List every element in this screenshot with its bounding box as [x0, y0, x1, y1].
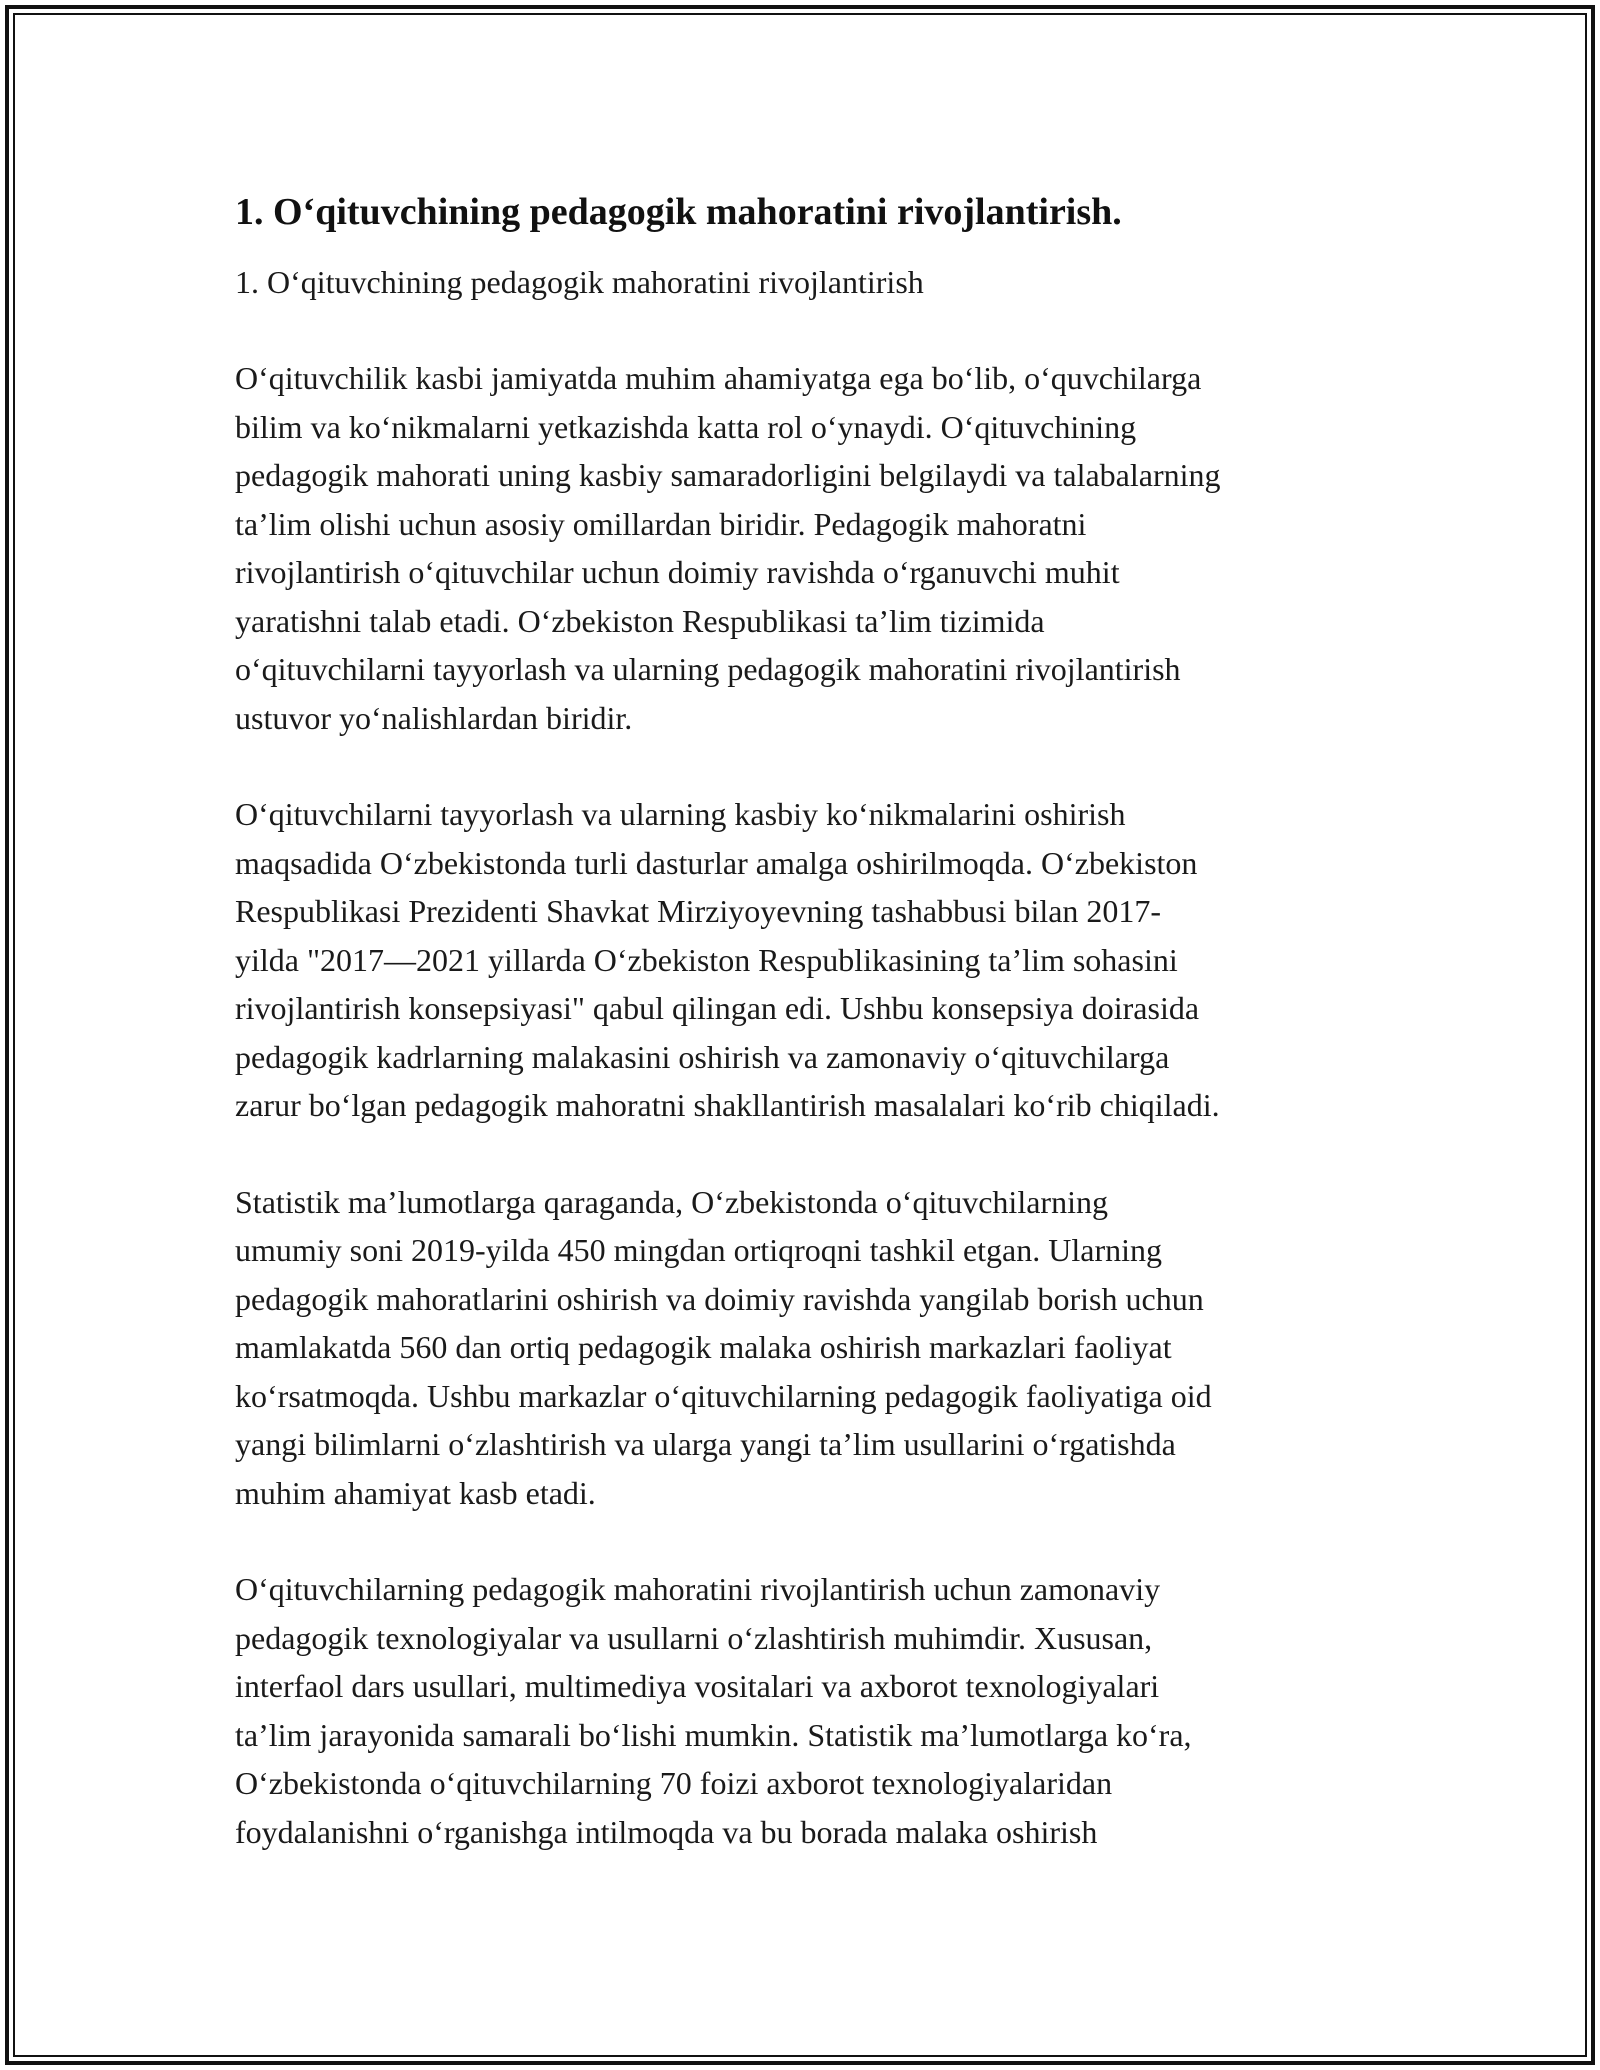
paragraph-line: foydalanishni o‘rganishga intilmoqda va bu borada malaka oshirish	[235, 1813, 1098, 1850]
paragraph-list	[235, 354, 1375, 1856]
paragraph-line: O‘qituvchilarni tayyorlash va ularning kasbiy ko‘nikmalarini oshirish	[235, 796, 1126, 832]
paragraph-line: yilda "2017—2021 yillarda O‘zbekiston Respublikasining ta’lim sohasini	[235, 941, 1178, 978]
paragraph-line: O‘qituvchilarning pedagogik mahoratini rivojlantirish uchun zamonaviy	[235, 1571, 1161, 1607]
paragraph-line: ta’lim jarayonida samarali bo‘lishi mumkin. Statistik ma’lumotlarga ko‘ra,	[235, 1716, 1192, 1753]
paragraph-line: muhim ahamiyat kasb etadi.	[235, 1474, 596, 1511]
paragraph-line: O‘qituvchilik kasbi jamiyatda muhim ahamiyatga ega bo‘lib, o‘quvchilarga	[235, 360, 1202, 396]
paragraph-line: mamlakatda 560 dan ortiq pedagogik malaka oshirish markazlari faoliyat	[235, 1329, 1172, 1365]
paragraph	[235, 354, 1375, 742]
paragraph-line: rivojlantirish konsepsiyasi" qabul qilingan edi. Ushbu konsepsiya doirasida	[235, 990, 1200, 1026]
paragraph-line: ko‘rsatmoqda. Ushbu markazlar o‘qituvchilarning pedagogik faoliyatiga oid	[235, 1377, 1212, 1414]
paragraph-line: yangi bilimlarni o‘zlashtirish va ularga yangi ta’lim usullarini o‘rgatishda	[235, 1426, 1176, 1462]
paragraph-line: maqsadida O‘zbekistonda turli dasturlar amalga oshirilmoqda. O‘zbekiston	[235, 844, 1198, 881]
paragraph-line: Statistik ma’lumotlarga qaraganda, O‘zbekistonda o‘qituvchilarning	[235, 1183, 1108, 1220]
document-title: 1. O‘qituvchining pedagogik mahoratini rivojlantirish.	[235, 191, 1122, 233]
paragraph-line: o‘qituvchilarni tayyorlash va ularning pedagogik mahoratini rivojlantirish	[235, 651, 1181, 687]
paragraph-line: pedagogik mahoratlarini oshirish va doimiy ravishda yangilab borish uchun	[235, 1280, 1204, 1317]
paragraph-line: pedagogik mahorati uning kasbiy samaradorligini belgilaydi va talabalarning	[235, 457, 1221, 493]
section-heading: 1. O‘qituvchining pedagogik mahoratini rivojlantirish	[235, 264, 924, 300]
paragraph	[235, 790, 1375, 1130]
paragraph-line: rivojlantirish o‘qituvchilar uchun doimiy ravishda o‘rganuvchi muhit	[235, 554, 1120, 590]
paragraph-line: zarur bo‘lgan pedagogik mahoratni shakllantirish masalalari ko‘rib chiqiladi.	[235, 1087, 1220, 1123]
paragraph-line: yaratishni talab etadi. O‘zbekiston Respublikasi ta’lim tizimida	[235, 602, 1045, 639]
paragraph-line: ta’lim olishi uchun asosiy omillardan biridir. Pedagogik mahoratni	[235, 505, 1087, 542]
paragraph	[235, 1565, 1375, 1856]
paragraph	[235, 1178, 1375, 1518]
paragraph-line: interfaol dars usullari, multimediya vositalari va axborot texnologiyalari	[235, 1668, 1160, 1704]
paragraph-line: ustuvor yo‘nalishlardan biridir.	[235, 699, 633, 736]
paragraph-line: Respublikasi Prezidenti Shavkat Mirziyoyevning tashabbusi bilan 2017-	[235, 893, 1162, 929]
paragraph-line: bilim va ko‘nikmalarni yetkazishda katta rol o‘ynaydi. O‘qituvchining	[235, 408, 1137, 445]
document-body	[235, 188, 1375, 1904]
paragraph-line: pedagogik kadrlarning malakasini oshirish va zamonaviy o‘qituvchilarga	[235, 1038, 1170, 1075]
paragraph-line: umumiy soni 2019-yilda 450 mingdan ortiqroqni tashkil etgan. Ularning	[235, 1232, 1162, 1268]
paragraph-line: O‘zbekistonda o‘qituvchilarning 70 foizi axborot texnologiyalaridan	[235, 1765, 1113, 1801]
paragraph-line: pedagogik texnologiyalar va usullarni o‘zlashtirish muhimdir. Xususan,	[235, 1619, 1153, 1656]
